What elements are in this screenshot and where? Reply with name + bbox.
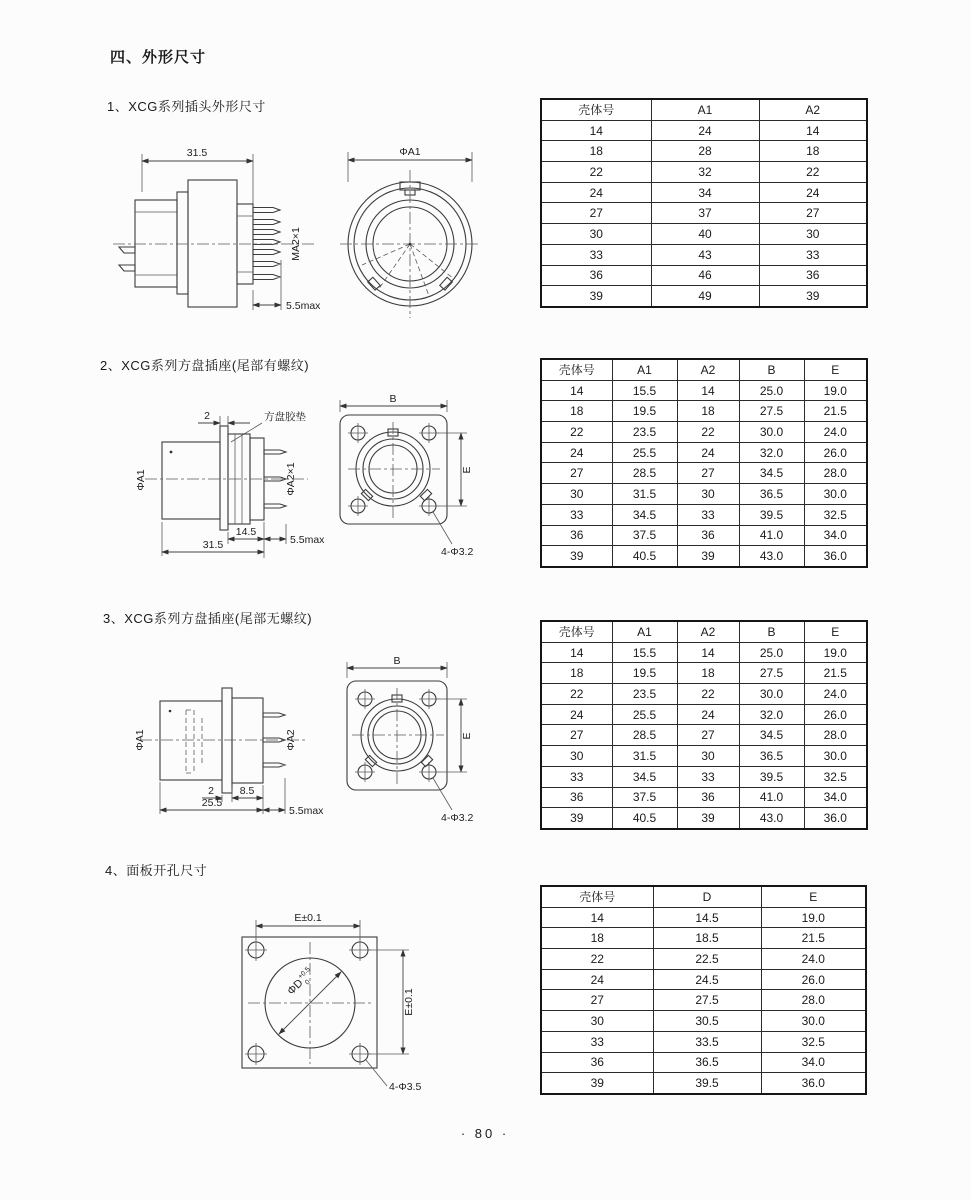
table-row	[541, 766, 867, 787]
section-2-heading: 2、XCG系列方盘插座(尾部有螺纹)	[100, 358, 310, 373]
socket-front-view	[347, 655, 473, 824]
table-header-cell: 壳体号	[541, 886, 653, 907]
table-row	[541, 642, 867, 663]
table-cell: 33	[677, 504, 739, 525]
table-cell: 30	[677, 484, 739, 505]
table-row	[541, 141, 867, 162]
dim-label-body-dia: ΦA1	[135, 469, 147, 491]
table-cell: 36.5	[739, 484, 804, 505]
table-cell: 31.5	[612, 484, 677, 505]
table-cell: 26.0	[804, 704, 867, 725]
section-1-heading: 1、XCG系列插头外形尺寸	[107, 99, 266, 114]
table-row	[541, 525, 867, 546]
table-cell: 39.5	[739, 504, 804, 525]
table-cell: 14	[541, 642, 612, 663]
table-cell: 14	[541, 907, 653, 928]
socket-front-view	[340, 393, 473, 558]
table-row	[541, 1031, 866, 1052]
table-cell: 18	[677, 663, 739, 684]
table-cell: 21.5	[804, 663, 867, 684]
panel-view	[242, 912, 421, 1093]
table-cell: 14	[541, 380, 612, 401]
table-cell: 19.5	[612, 401, 677, 422]
table-cell: 27.5	[653, 990, 761, 1011]
table-row	[541, 546, 867, 567]
table-header-cell: A1	[612, 359, 677, 380]
table-cell: 46	[651, 265, 759, 286]
table-cell: 33	[541, 1031, 653, 1052]
dim-label-total-length: 31.5	[186, 147, 208, 159]
table-cell: 18	[759, 141, 867, 162]
table-header-cell: A2	[677, 359, 739, 380]
table-cell: 25.5	[612, 704, 677, 725]
page-title: 四、外形尺寸	[110, 49, 207, 66]
table-cell: 32.5	[761, 1031, 866, 1052]
table-cell: 36.0	[804, 808, 867, 829]
table-cell: 14	[677, 380, 739, 401]
table-header-cell: E	[761, 886, 866, 907]
table-row	[541, 484, 867, 505]
table-header-cell: D	[653, 886, 761, 907]
dim-label-insert-dia: ΦA2	[285, 729, 297, 751]
table-cell: 33	[759, 244, 867, 265]
table-cell: 34.0	[804, 525, 867, 546]
gasket-label: 方盘胶垫	[264, 411, 306, 423]
table-cell: 39	[541, 546, 612, 567]
table-row	[541, 224, 867, 245]
table-cell: 37.5	[612, 787, 677, 808]
table-cell: 18	[677, 401, 739, 422]
table-cell: 49	[651, 286, 759, 307]
dim-label-total-length: 31.5	[202, 539, 224, 551]
table-cell: 18	[541, 401, 612, 422]
dim-label-hole-spacing: E	[461, 732, 473, 740]
table-cell: 36.5	[739, 746, 804, 767]
table-cell: 30	[759, 224, 867, 245]
table-cell: 24.0	[804, 422, 867, 443]
table-cell: 40.5	[612, 808, 677, 829]
table-cell: 39	[759, 286, 867, 307]
dim-label-front-length: 14.5	[235, 526, 257, 538]
table-cell: 30.5	[653, 1011, 761, 1032]
table-cell: 39	[541, 286, 651, 307]
table-cell: 32.0	[739, 704, 804, 725]
table-row	[541, 442, 867, 463]
table-cell: 27.5	[739, 401, 804, 422]
table-row	[541, 244, 867, 265]
table-cell: 34.0	[761, 1052, 866, 1073]
hole-diameter-tolerance-upper: +0.5	[297, 965, 312, 981]
dim-label-tail: 5.5max	[286, 300, 321, 312]
dim-label-diameter: ΦA1	[399, 146, 421, 158]
table-header-cell: A2	[759, 99, 867, 120]
panel-cutout-drawing	[185, 890, 485, 1105]
table-row	[541, 463, 867, 484]
plug-outline-drawing	[85, 132, 515, 337]
table-cell: 30.0	[739, 422, 804, 443]
table-cell: 22	[541, 422, 612, 443]
dim-label-vertical-spacing: E±0.1	[403, 988, 415, 1016]
table-cell: 19.5	[612, 663, 677, 684]
table-cell: 36	[541, 1052, 653, 1073]
table-cell: 33	[541, 504, 612, 525]
table-cell: 36	[541, 265, 651, 286]
socket-side-view	[135, 410, 325, 558]
table-row	[541, 162, 867, 183]
table-cell: 19.0	[804, 380, 867, 401]
plug-front-view	[340, 146, 480, 318]
table-cell: 43	[651, 244, 759, 265]
table-cell: 18.5	[653, 928, 761, 949]
table-row	[541, 663, 867, 684]
socket-side-view	[134, 688, 324, 817]
table-row	[541, 265, 867, 286]
table-cell: 27	[541, 990, 653, 1011]
table-cell: 27.5	[739, 663, 804, 684]
table-cell: 27	[541, 725, 612, 746]
socket-plain-dimensions-table	[540, 620, 868, 830]
table-cell: 14.5	[653, 907, 761, 928]
table-cell: 39.5	[653, 1073, 761, 1094]
table-row	[541, 203, 867, 224]
table-cell: 15.5	[612, 642, 677, 663]
table-cell: 23.5	[612, 422, 677, 443]
table-cell: 34.0	[804, 787, 867, 808]
table-cell: 33.5	[653, 1031, 761, 1052]
table-cell: 39.5	[739, 766, 804, 787]
table-cell: 24.0	[761, 949, 866, 970]
dim-label-tail: 5.5max	[289, 805, 324, 817]
table-cell: 39	[677, 808, 739, 829]
section-3-heading: 3、XCG系列方盘插座(尾部无螺纹)	[103, 611, 313, 626]
table-row	[541, 990, 866, 1011]
table-cell: 30.0	[804, 746, 867, 767]
socket-threaded-dimensions-table	[540, 358, 868, 568]
table-row	[541, 684, 867, 705]
socket-threaded-drawing	[100, 392, 520, 577]
table-header-row	[541, 359, 867, 380]
table-cell: 34.5	[739, 463, 804, 484]
table-row	[541, 120, 867, 141]
table-cell: 34.5	[612, 766, 677, 787]
table-row	[541, 928, 866, 949]
table-cell: 24	[677, 704, 739, 725]
table-row	[541, 725, 867, 746]
table-cell: 30	[541, 1011, 653, 1032]
table-cell: 30	[541, 224, 651, 245]
table-cell: 22	[541, 684, 612, 705]
table-cell: 39	[541, 808, 612, 829]
table-row	[541, 808, 867, 829]
table-cell: 25.0	[739, 380, 804, 401]
table-row	[541, 380, 867, 401]
table-cell: 24.5	[653, 969, 761, 990]
table-cell: 28.0	[804, 725, 867, 746]
table-cell: 24.0	[804, 684, 867, 705]
plug-side-view	[113, 147, 321, 312]
table-cell: 24	[759, 182, 867, 203]
table-row	[541, 969, 866, 990]
table-cell: 34.5	[612, 504, 677, 525]
table-row	[541, 1011, 866, 1032]
table-cell: 24	[541, 704, 612, 725]
table-cell: 36.0	[761, 1073, 866, 1094]
dim-label-horizontal-spacing: E±0.1	[294, 912, 322, 924]
dim-label-front-length: 8.5	[239, 785, 255, 797]
mount-holes-label: 4-Φ3.2	[441, 546, 474, 558]
table-header-cell: 壳体号	[541, 621, 612, 642]
table-cell: 41.0	[739, 787, 804, 808]
table-cell: 30	[541, 746, 612, 767]
table-cell: 27	[677, 463, 739, 484]
dim-label-hole-spacing: E	[461, 466, 473, 474]
table-header-cell: B	[739, 621, 804, 642]
table-cell: 36	[677, 787, 739, 808]
mount-holes-label: 4-Φ3.5	[389, 1081, 422, 1093]
table-cell: 36.0	[804, 546, 867, 567]
table-cell: 30.0	[739, 684, 804, 705]
table-cell: 24	[541, 969, 653, 990]
table-cell: 33	[677, 766, 739, 787]
table-row	[541, 504, 867, 525]
socket-plain-drawing	[100, 648, 520, 848]
dim-label-thread: MA2×1	[290, 227, 302, 261]
table-cell: 18	[541, 928, 653, 949]
table-cell: 27	[541, 203, 651, 224]
table-cell: 18	[541, 141, 651, 162]
table-cell: 43.0	[739, 546, 804, 567]
dim-label-hole-diameter	[285, 966, 319, 1000]
table-header-cell: 壳体号	[541, 359, 612, 380]
table-cell: 27	[541, 463, 612, 484]
table-cell: 30	[541, 484, 612, 505]
table-cell: 19.0	[804, 642, 867, 663]
table-cell: 19.0	[761, 907, 866, 928]
table-cell: 37.5	[612, 525, 677, 546]
table-cell: 23.5	[612, 684, 677, 705]
table-cell: 34.5	[739, 725, 804, 746]
table-cell: 28.0	[761, 990, 866, 1011]
table-cell: 21.5	[804, 401, 867, 422]
table-cell: 22	[759, 162, 867, 183]
dim-label-flange-width: B	[393, 655, 401, 667]
table-row	[541, 182, 867, 203]
table-cell: 24	[541, 442, 612, 463]
table-cell: 28.5	[612, 725, 677, 746]
table-cell: 24	[651, 120, 759, 141]
table-cell: 24	[541, 182, 651, 203]
plug-dimensions-table	[540, 98, 868, 308]
hole-diameter-symbol: ΦD	[285, 977, 306, 998]
table-cell: 36	[541, 525, 612, 546]
table-cell: 28.5	[612, 463, 677, 484]
table-cell: 24	[677, 442, 739, 463]
table-header-row	[541, 99, 867, 120]
table-header-cell: A1	[651, 99, 759, 120]
table-cell: 27	[759, 203, 867, 224]
table-cell: 22	[677, 684, 739, 705]
table-row	[541, 1052, 866, 1073]
dim-label-flange-thickness: 2	[208, 785, 214, 797]
dim-label-total-length: 25.5	[201, 797, 223, 809]
table-cell: 26.0	[761, 969, 866, 990]
table-cell: 32.5	[804, 766, 867, 787]
table-row	[541, 286, 867, 307]
table-cell: 15.5	[612, 380, 677, 401]
dim-label-gasket-thickness: 2	[204, 410, 210, 422]
table-cell: 22.5	[653, 949, 761, 970]
table-cell: 30.0	[804, 484, 867, 505]
table-cell: 37	[651, 203, 759, 224]
table-cell: 21.5	[761, 928, 866, 949]
page-number: · 80 ·	[460, 1126, 510, 1141]
table-cell: 28.0	[804, 463, 867, 484]
table-cell: 26.0	[804, 442, 867, 463]
table-cell: 39	[541, 1073, 653, 1094]
table-header-cell: B	[739, 359, 804, 380]
table-cell: 25.0	[739, 642, 804, 663]
table-cell: 28	[651, 141, 759, 162]
table-header-cell: E	[804, 359, 867, 380]
table-cell: 32.0	[739, 442, 804, 463]
table-cell: 34	[651, 182, 759, 203]
table-row	[541, 401, 867, 422]
table-cell: 14	[541, 120, 651, 141]
table-cell: 32.5	[804, 504, 867, 525]
table-header-row	[541, 886, 866, 907]
table-cell: 36	[677, 525, 739, 546]
table-cell: 39	[677, 546, 739, 567]
table-row	[541, 949, 866, 970]
table-row	[541, 422, 867, 443]
dim-label-tail: 5.5max	[290, 534, 325, 546]
table-cell: 36	[541, 787, 612, 808]
table-cell: 30	[677, 746, 739, 767]
table-cell: 22	[541, 162, 651, 183]
table-cell: 33	[541, 244, 651, 265]
table-header-cell: E	[804, 621, 867, 642]
table-cell: 40	[651, 224, 759, 245]
table-cell: 22	[677, 422, 739, 443]
table-cell: 33	[541, 766, 612, 787]
table-row	[541, 746, 867, 767]
table-cell: 36.5	[653, 1052, 761, 1073]
table-row	[541, 704, 867, 725]
table-row	[541, 787, 867, 808]
table-header-cell: A2	[677, 621, 739, 642]
table-cell: 36	[759, 265, 867, 286]
table-header-cell: 壳体号	[541, 99, 651, 120]
table-cell: 40.5	[612, 546, 677, 567]
table-cell: 31.5	[612, 746, 677, 767]
panel-cutout-dimensions-table	[540, 885, 867, 1095]
dim-label-flange-width: B	[389, 393, 397, 405]
table-cell: 27	[677, 725, 739, 746]
dim-label-thread-dia: ΦA2×1	[285, 462, 297, 496]
section-4-heading: 4、面板开孔尺寸	[105, 863, 208, 878]
table-row	[541, 907, 866, 928]
table-header-row	[541, 621, 867, 642]
table-cell: 32	[651, 162, 759, 183]
table-cell: 14	[677, 642, 739, 663]
table-cell: 43.0	[739, 808, 804, 829]
table-cell: 30.0	[761, 1011, 866, 1032]
table-cell: 25.5	[612, 442, 677, 463]
table-header-cell: A1	[612, 621, 677, 642]
mount-holes-label: 4-Φ3.2	[441, 812, 474, 824]
table-cell: 14	[759, 120, 867, 141]
dim-label-body-dia: ΦA1	[134, 729, 146, 751]
table-cell: 22	[541, 949, 653, 970]
table-cell: 18	[541, 663, 612, 684]
hole-diameter-tolerance-lower: 0	[304, 978, 312, 987]
table-cell: 41.0	[739, 525, 804, 546]
table-row	[541, 1073, 866, 1094]
